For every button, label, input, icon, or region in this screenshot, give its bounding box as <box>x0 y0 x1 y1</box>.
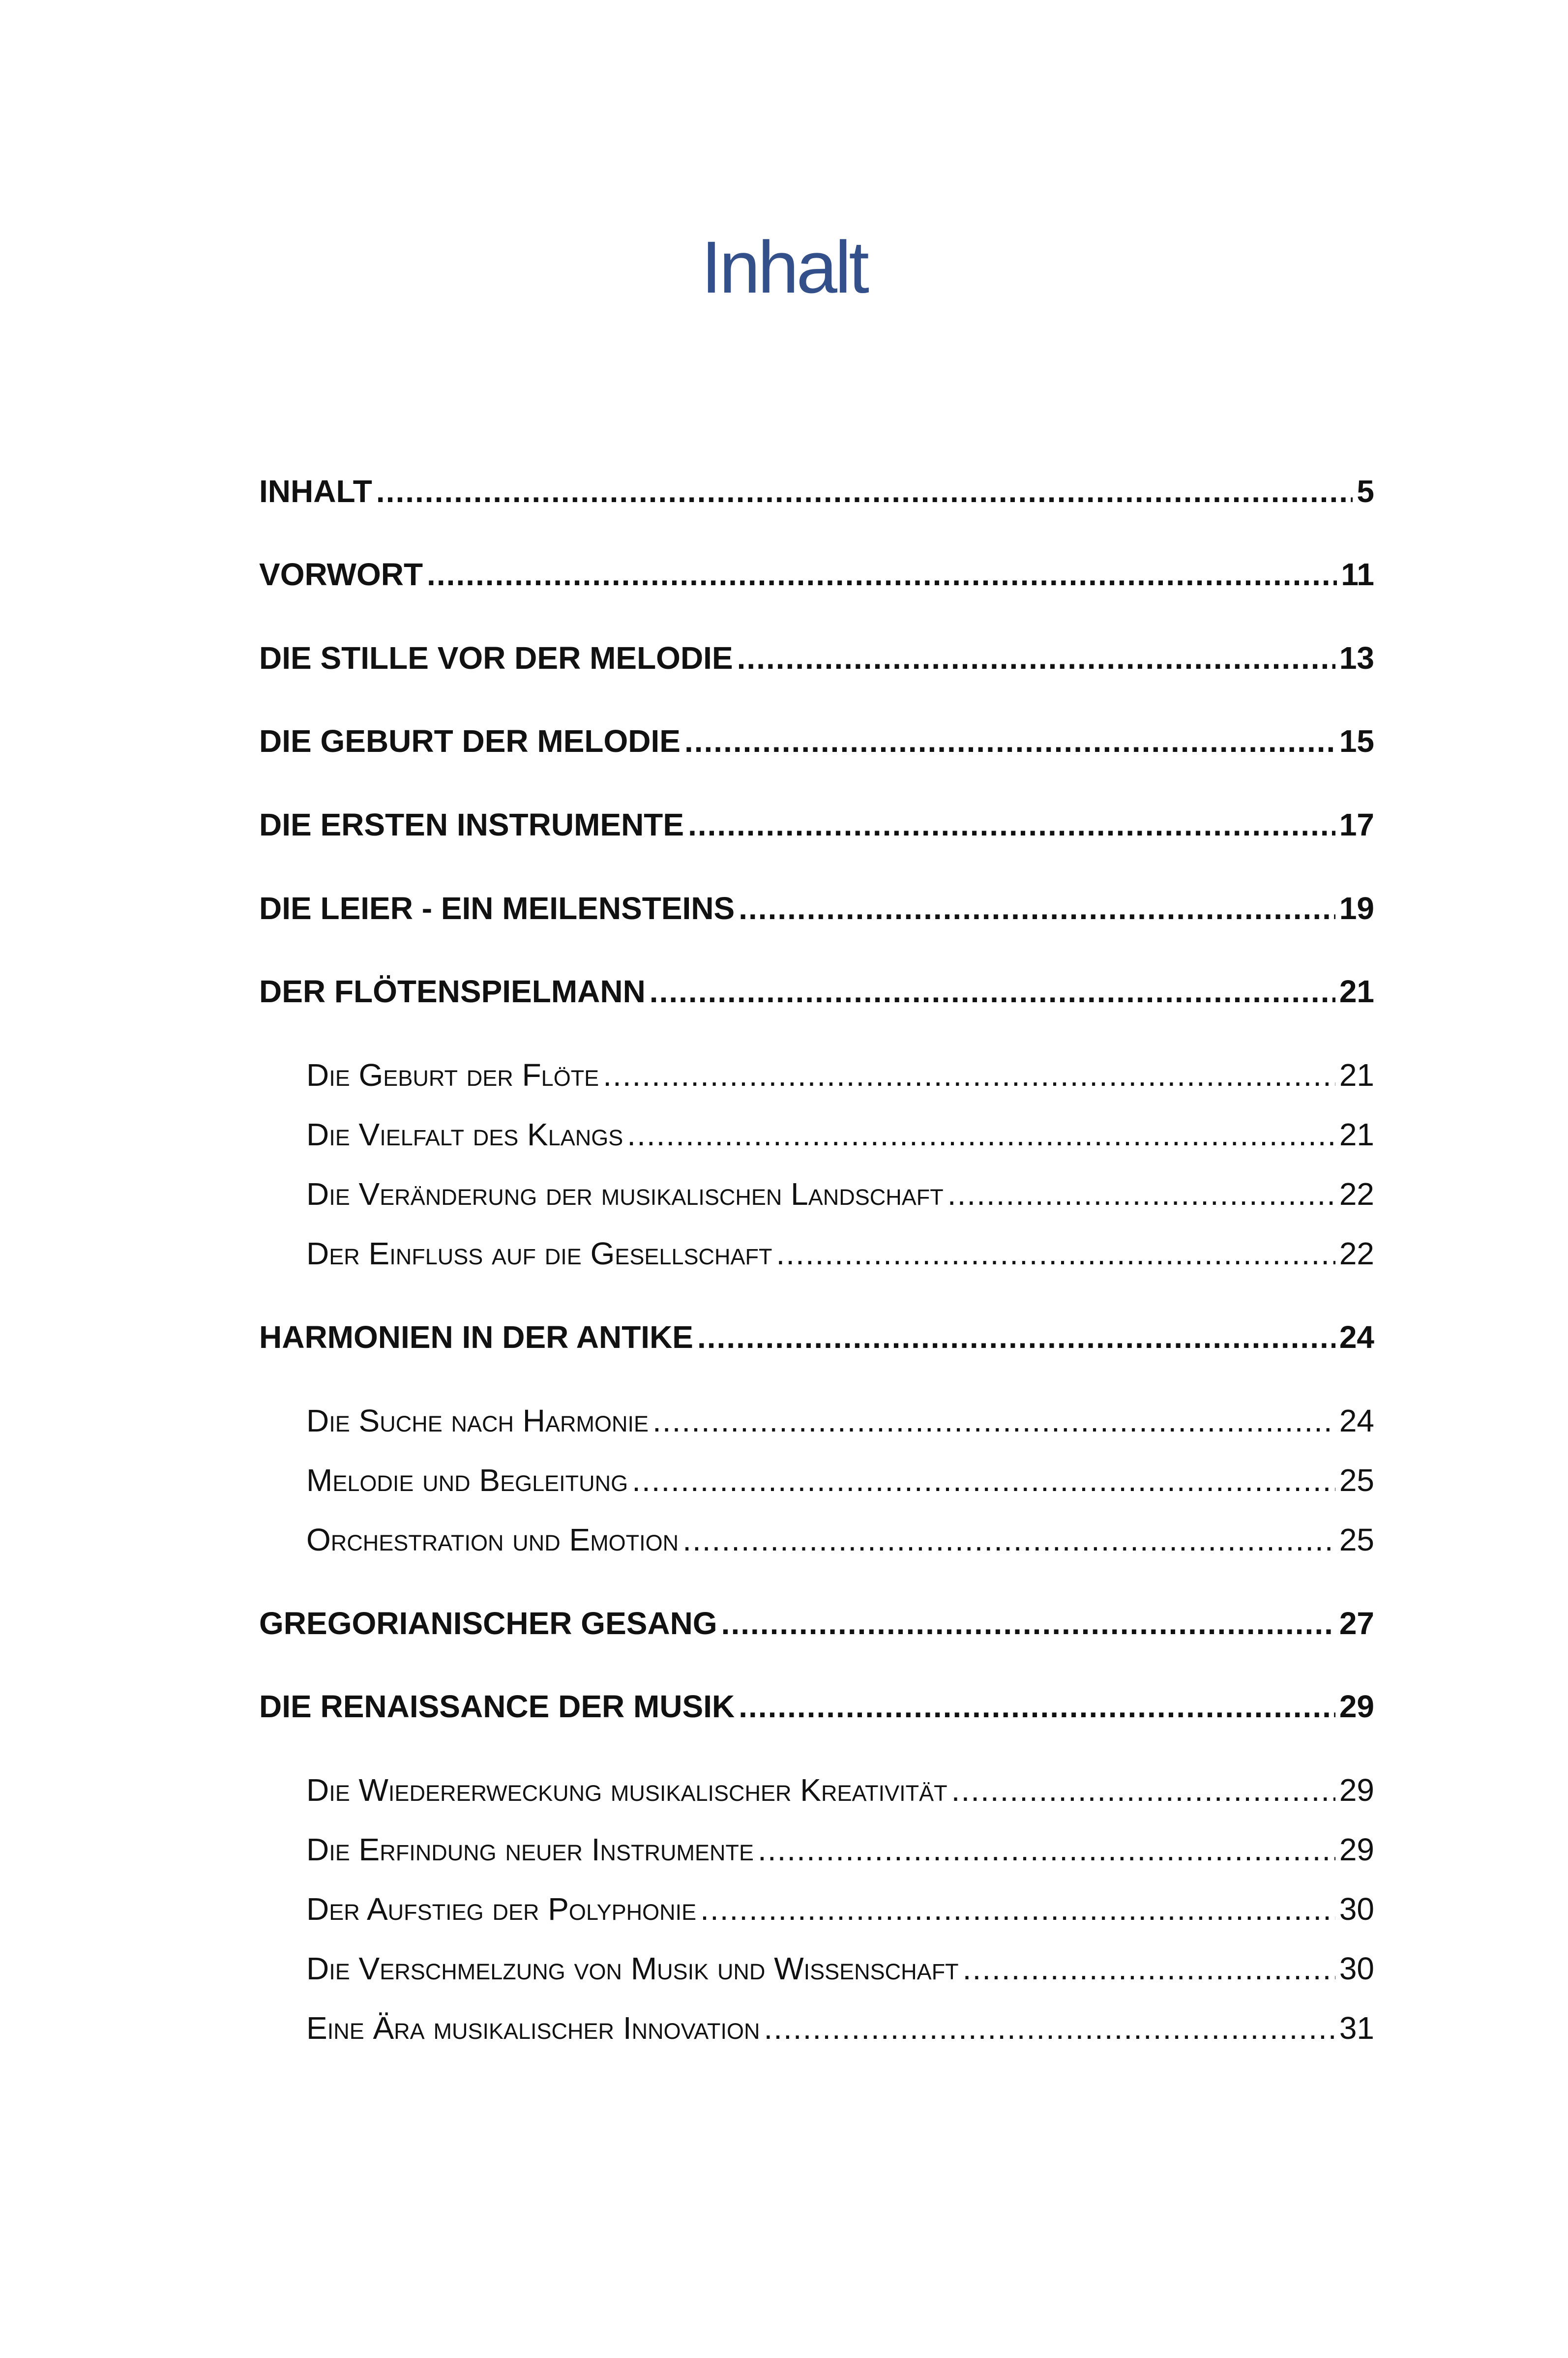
toc-page-number: 24 <box>1339 1319 1374 1355</box>
dot-leader <box>758 1831 1335 1868</box>
dot-leader <box>739 1688 1335 1725</box>
dot-leader <box>700 1891 1335 1927</box>
toc-page-number: 29 <box>1339 1832 1374 1867</box>
toc-page-number: 13 <box>1339 640 1374 676</box>
toc-entry-label: Die Veränderung der musikalischen Landschaft <box>306 1176 944 1212</box>
toc-entry-label: Die Verschmelzung von Musik und Wissenschaft <box>306 1951 959 1986</box>
toc-entry-label: DER FLÖTENSPIELMANN <box>259 974 646 1009</box>
toc-page-number: 19 <box>1339 891 1374 926</box>
dot-leader <box>632 1462 1335 1498</box>
toc-page-number: 30 <box>1339 1951 1374 1986</box>
toc-subentry-suche-harmonie[interactable] <box>306 1403 1374 1439</box>
page-title: Inhalt <box>701 226 867 308</box>
toc-page-number: 21 <box>1339 1117 1374 1152</box>
toc-subentry-veraenderung[interactable] <box>306 1176 1374 1212</box>
toc-page-number: 29 <box>1339 1689 1374 1724</box>
toc-entry-label: DIE STILLE VOR DER MELODIE <box>259 640 733 676</box>
toc-entry-label: DIE ERSTEN INSTRUMENTE <box>259 807 684 842</box>
toc-subentry-einfluss[interactable] <box>306 1235 1374 1272</box>
dot-leader <box>603 1057 1335 1093</box>
toc-entry-label: Eine Ära musikalischer Innovation <box>306 2010 760 2046</box>
toc-entry-label: DIE LEIER - EIN MEILENSTEINS <box>259 891 735 926</box>
toc-entry-label: DIE GEBURT DER MELODIE <box>259 723 680 759</box>
toc-subentry-erfindung[interactable] <box>306 1831 1374 1868</box>
toc-entry-renaissance[interactable] <box>259 1688 1374 1725</box>
toc-entry-stille[interactable] <box>259 640 1374 676</box>
toc-entry-label: Die Wiedererweckung musikalischer Kreativität <box>306 1772 947 1808</box>
toc-subentry-orchestration[interactable] <box>306 1522 1374 1558</box>
dot-leader <box>721 1605 1335 1642</box>
toc-entry-label: INHALT <box>259 474 372 509</box>
dot-leader <box>684 723 1335 759</box>
toc-entry-gregorianisch[interactable] <box>259 1605 1374 1642</box>
toc-entry-floetenspielmann[interactable] <box>259 973 1374 1010</box>
toc-page-number: 22 <box>1339 1236 1374 1271</box>
toc-page-number: 24 <box>1339 1403 1374 1438</box>
dot-leader <box>776 1235 1335 1272</box>
toc-page-number: 15 <box>1339 723 1374 759</box>
dot-leader <box>951 1772 1335 1808</box>
toc-entry-label: VORWORT <box>259 557 423 592</box>
toc-entry-label: Der Einfluss auf die Gesellschaft <box>306 1236 772 1271</box>
toc-subentry-polyphonie[interactable] <box>306 1891 1374 1927</box>
toc-page-number: 31 <box>1339 2010 1374 2046</box>
toc-entry-label: Die Geburt der Flöte <box>306 1057 599 1093</box>
toc-entry-label: DIE RENAISSANCE DER MUSIK <box>259 1689 735 1724</box>
toc-entry-label: Die Suche nach Harmonie <box>306 1403 649 1438</box>
toc-entry-ersten-instrumente[interactable] <box>259 806 1374 843</box>
dot-leader <box>963 1950 1335 1987</box>
toc-entry-label: Die Vielfalt des Klangs <box>306 1117 623 1152</box>
toc-page-number: 5 <box>1357 474 1374 509</box>
dot-leader <box>697 1319 1335 1355</box>
toc-entry-label: Melodie und Begleitung <box>306 1463 628 1498</box>
dot-leader <box>376 473 1353 509</box>
toc-entry-label: HARMONIEN IN DER ANTIKE <box>259 1319 693 1355</box>
dot-leader <box>427 556 1337 593</box>
dot-leader <box>764 2010 1335 2046</box>
dot-leader <box>947 1176 1335 1212</box>
dot-leader <box>627 1116 1335 1153</box>
dot-leader <box>737 640 1335 676</box>
toc-page-number: 17 <box>1339 807 1374 842</box>
dot-leader <box>688 806 1335 843</box>
toc-entry-label: Orchestration und Emotion <box>306 1522 679 1557</box>
toc-page-number: 29 <box>1339 1772 1374 1808</box>
toc-entry-label: Die Erfindung neuer Instrumente <box>306 1832 754 1867</box>
dot-leader <box>739 890 1335 926</box>
toc-page-number: 11 <box>1341 557 1374 592</box>
toc-subentry-vielfalt-klang[interactable] <box>306 1116 1374 1153</box>
toc-page-number: 25 <box>1339 1522 1374 1557</box>
toc-subentry-verschmelzung[interactable] <box>306 1950 1374 1987</box>
toc-page-number: 22 <box>1339 1176 1374 1212</box>
dot-leader <box>682 1522 1335 1558</box>
toc-subentry-wiedererweckung[interactable] <box>306 1772 1374 1808</box>
toc-page-number: 27 <box>1339 1606 1374 1641</box>
dot-leader <box>652 1403 1335 1439</box>
toc-subentry-aera[interactable] <box>306 2010 1374 2046</box>
toc-entry-inhalt[interactable] <box>259 473 1374 509</box>
toc-page-number: 30 <box>1339 1891 1374 1927</box>
toc-page-number: 25 <box>1339 1463 1374 1498</box>
toc-subentry-melodie-begleitung[interactable] <box>306 1462 1374 1498</box>
toc-entry-label: Der Aufstieg der Polyphonie <box>306 1891 697 1927</box>
toc-entry-vorwort[interactable] <box>259 556 1374 593</box>
toc-subentry-geburt-floete[interactable] <box>306 1057 1374 1093</box>
toc-entry-geburt-melodie[interactable] <box>259 723 1374 759</box>
toc-page-number: 21 <box>1339 1057 1374 1093</box>
toc-entry-label: GREGORIANISCHER GESANG <box>259 1606 717 1641</box>
dot-leader <box>650 973 1335 1010</box>
toc-entry-leier[interactable] <box>259 890 1374 926</box>
toc-page-number: 21 <box>1339 974 1374 1009</box>
toc-entry-harmonien[interactable] <box>259 1319 1374 1355</box>
